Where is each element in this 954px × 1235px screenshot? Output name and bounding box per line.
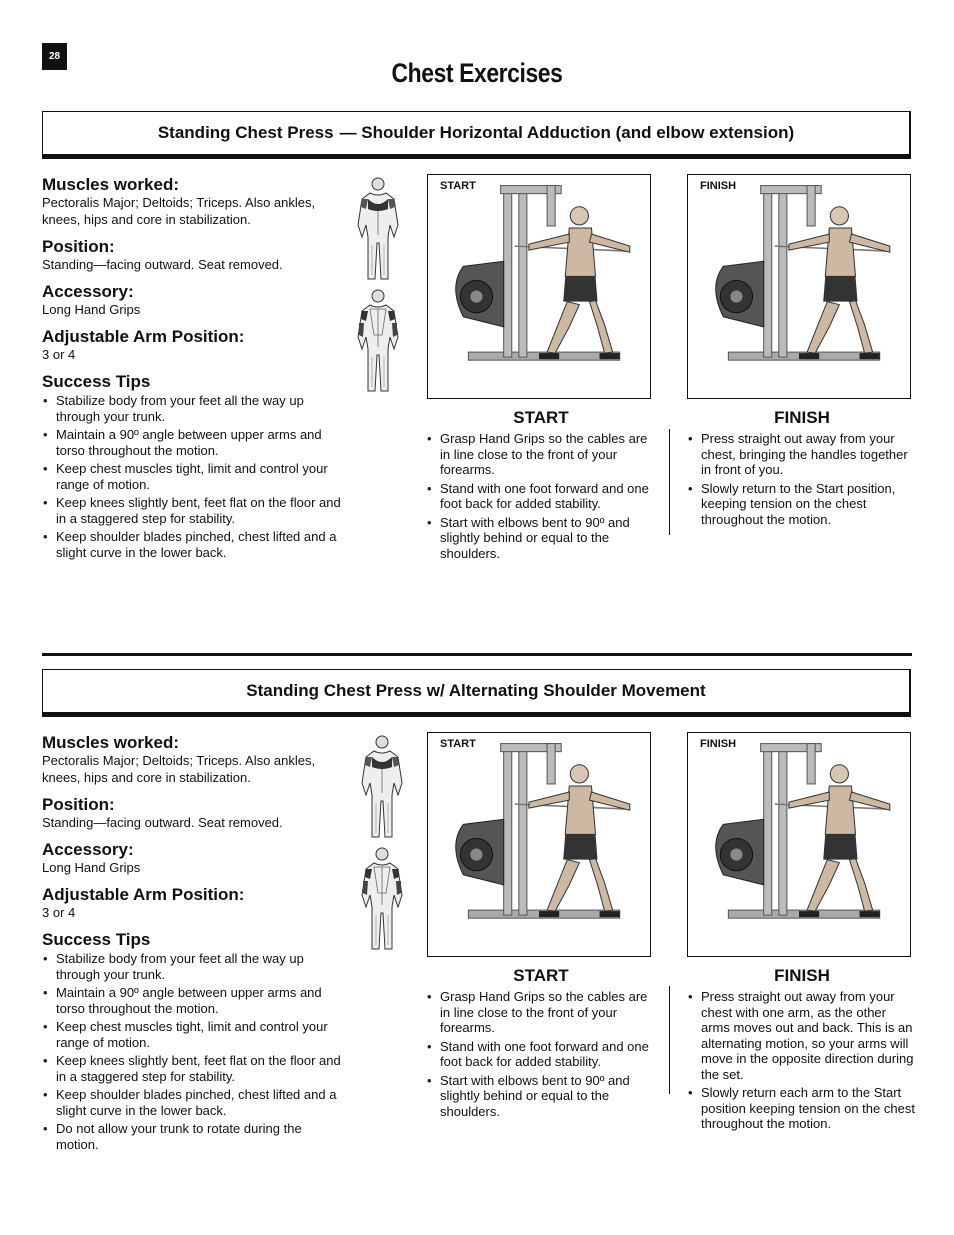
- start-exercise-image: [428, 175, 650, 398]
- list-item: • Stand with one foot forward and one foot back for added stability.: [426, 1039, 656, 1070]
- success-tips-list: [42, 393, 347, 560]
- list-item: • Stand with one foot forward and one foot back for added stability.: [426, 481, 656, 512]
- muscles-heading: Muscles worked:: [42, 733, 179, 752]
- arm-position-text: 3 or 4: [42, 347, 76, 362]
- list-item: • Do not allow your trunk to rotate during the motion.: [42, 1121, 347, 1152]
- start-exercise-image: [428, 733, 650, 956]
- list-item: • Keep shoulder blades pinched, chest lifted and a slight curve in the lower back.: [42, 529, 347, 560]
- page-number: 28: [42, 43, 67, 70]
- exercise-details: [42, 733, 347, 1155]
- anatomy-front-illustration: [348, 175, 408, 285]
- finish-exercise-image: [688, 733, 910, 956]
- anatomy-front-illustration: [352, 733, 412, 843]
- list-item: • Keep shoulder blades pinched, chest lifted and a slight curve in the lower back.: [42, 1087, 347, 1118]
- finish-instructions: [687, 408, 917, 530]
- success-tips-list: [42, 951, 347, 1152]
- success-tips-heading: Success Tips: [42, 930, 151, 949]
- exercise-title: Standing Chest Press w/ Alternating Shoulder Movement: [246, 681, 706, 700]
- start-instructions: [426, 408, 656, 564]
- list-item: • Maintain a 90º angle between upper arms and torso throughout the motion.: [42, 427, 347, 458]
- list-item: • Grasp Hand Grips so the cables are in line close to the front of your forearms.: [426, 431, 656, 478]
- muscles-heading: Muscles worked:: [42, 175, 179, 194]
- list-item: • Press straight out away from your chest with one arm, as the other arms moves out and back. This is an alternating motion, so your arms will move in the opposite direction during the set.: [687, 989, 917, 1082]
- arm-position-heading: Adjustable Arm Position:: [42, 327, 245, 346]
- start-photo: [427, 174, 651, 399]
- exercise-header: [42, 669, 911, 717]
- photo-start-tag: START: [440, 180, 476, 192]
- start-heading: START: [513, 408, 569, 427]
- muscles-text: Pectoralis Major; Deltoids; Triceps. Also ankles, knees, hips and core in stabilization.: [42, 753, 316, 785]
- position-heading: Position:: [42, 795, 115, 814]
- photo-start-tag: START: [440, 738, 476, 750]
- accessory-text: Long Hand Grips: [42, 860, 141, 875]
- list-item: • Press straight out away from your chest, bringing the handles together in front of you.: [687, 431, 917, 478]
- photo-finish-tag: FINISH: [700, 738, 737, 750]
- exercise-details: [42, 175, 347, 563]
- list-item: • Stabilize body from your feet all the way up through your trunk.: [42, 951, 347, 982]
- accessory-text: Long Hand Grips: [42, 302, 141, 317]
- start-heading: START: [513, 966, 569, 985]
- exercise-title: Standing Chest Press: [157, 123, 334, 142]
- start-photo: [427, 732, 651, 957]
- accessory-heading: Accessory:: [42, 282, 134, 301]
- accessory-heading: Accessory:: [42, 840, 134, 859]
- list-item: • Slowly return to the Start position, keeping tension on the chest throughout the motion.: [687, 481, 917, 528]
- list-item: • Maintain a 90º angle between upper arms and torso throughout the motion.: [42, 985, 347, 1016]
- list-item: • Keep chest muscles tight, limit and control your range of motion.: [42, 461, 347, 492]
- column-divider: [669, 986, 670, 1094]
- exercise-section-1: [42, 111, 912, 591]
- arm-position-heading: Adjustable Arm Position:: [42, 885, 245, 904]
- muscles-text: Pectoralis Major; Deltoids; Triceps. Also ankles, knees, hips and core in stabilization.: [42, 195, 316, 227]
- list-item: • Keep chest muscles tight, limit and control your range of motion.: [42, 1019, 347, 1050]
- section-divider: [42, 653, 912, 656]
- photo-finish-tag: FINISH: [700, 180, 737, 192]
- finish-heading: FINISH: [774, 408, 830, 427]
- success-tips-heading: Success Tips: [42, 372, 151, 391]
- list-item: • Keep knees slightly bent, feet flat on the floor and in a staggered step for stability.: [42, 495, 347, 526]
- anatomy-back-illustration: [348, 287, 408, 397]
- exercise-header: [42, 111, 911, 159]
- finish-instructions: [687, 966, 917, 1135]
- column-divider: [669, 429, 670, 535]
- list-item: • Keep knees slightly bent, feet flat on the floor and in a staggered step for stability.: [42, 1053, 347, 1084]
- finish-photo: [687, 174, 911, 399]
- arm-position-text: 3 or 4: [42, 905, 76, 920]
- list-item: • Stabilize body from your feet all the way up through your trunk.: [42, 393, 347, 424]
- position-heading: Position:: [42, 237, 115, 256]
- anatomy-back-illustration: [352, 845, 412, 955]
- start-instructions: [426, 966, 656, 1122]
- finish-heading: FINISH: [774, 966, 830, 985]
- list-item: • Grasp Hand Grips so the cables are in line close to the front of your forearms.: [426, 989, 656, 1036]
- list-item: • Start with elbows bent to 90º and slightly behind or equal to the shoulders.: [426, 1073, 656, 1120]
- list-item: • Slowly return each arm to the Start position keeping tension on the chest throughout the motion.: [687, 1085, 917, 1132]
- finish-exercise-image: [688, 175, 910, 398]
- page-title: Chest Exercises: [391, 58, 563, 88]
- list-item: • Start with elbows bent to 90º and slightly behind or equal to the shoulders.: [426, 515, 656, 562]
- position-text: Standing—facing outward. Seat removed.: [42, 815, 283, 830]
- exercise-subtitle: — Shoulder Horizontal Adduction (and elbow extension): [339, 123, 795, 142]
- exercise-section-2: [42, 653, 915, 1213]
- position-text: Standing—facing outward. Seat removed.: [42, 257, 283, 272]
- finish-photo: [687, 732, 911, 957]
